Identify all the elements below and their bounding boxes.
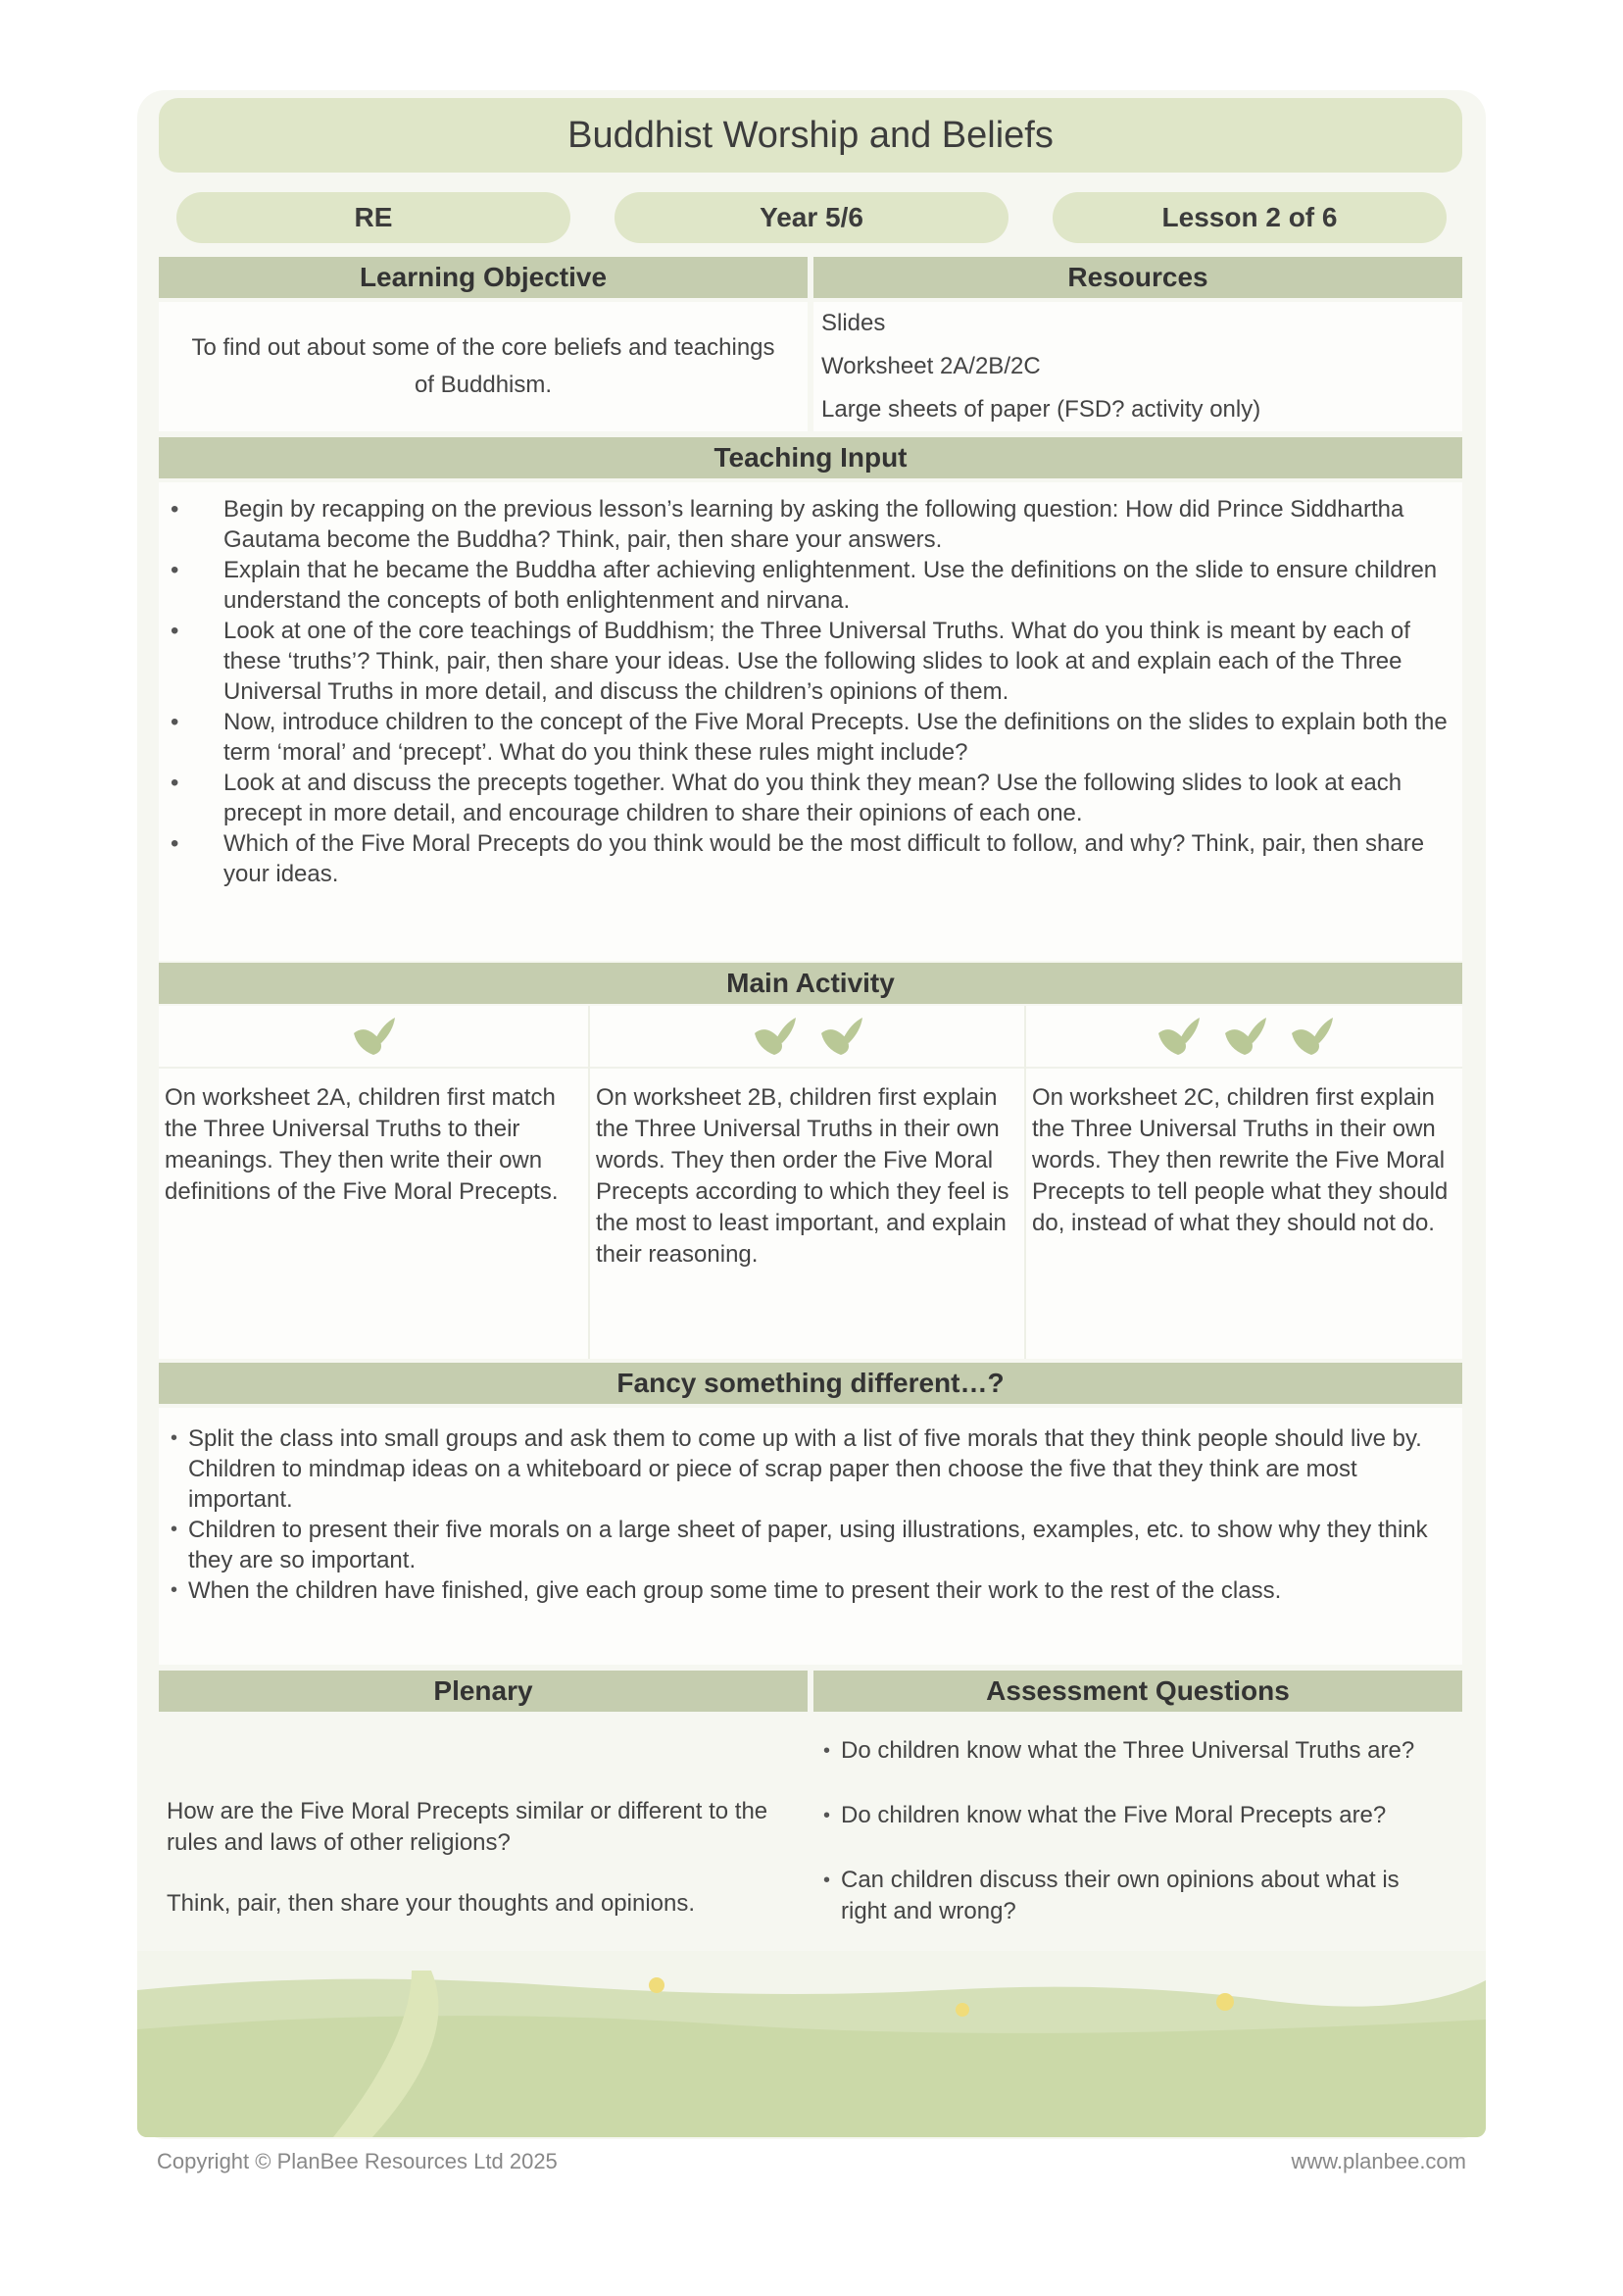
main-activity-grid bbox=[159, 1006, 1462, 1359]
assessment-question: • Do children know what the Five Moral Precepts are? bbox=[821, 1800, 1449, 1831]
assessment-heading: Assessment Questions bbox=[813, 1671, 1462, 1712]
page-footer bbox=[157, 2149, 1466, 2174]
leaf-icon bbox=[1149, 1012, 1207, 1061]
leaf-icon bbox=[344, 1012, 403, 1061]
lesson-title: Buddhist Worship and Beliefs bbox=[159, 98, 1462, 173]
difficulty-indicator bbox=[159, 1006, 588, 1069]
plenary-text bbox=[159, 1796, 808, 1949]
leaf-icon bbox=[745, 1012, 804, 1061]
teaching-step: • Look at and discuss the precepts together. What do you think they mean? Use the following slides to look at each precept in more detail, and encourage children to share their opinions of each one. bbox=[159, 768, 1462, 828]
fancy-item: • When the children have finished, give each group some time to present their work to the rest of the class. bbox=[171, 1575, 1452, 1606]
activity-text: On worksheet 2C, children first explain the Three Universal Truths in their own words. They then rewrite the Five Moral Precepts to tell people what they should do, instead of what they should not do. bbox=[1032, 1084, 1449, 1236]
fancy-box bbox=[159, 1408, 1462, 1665]
teaching-step: • Look at one of the core teachings of Buddhism; the Three Universal Truths. What do you think is meant by each of these ‘truths’? Think, pair, then share your ideas. Use the following slides to look at and explain each of the Three Universal Truths in more detail, and discuss the children’s opinions of them. bbox=[159, 616, 1462, 707]
learning-objective-text: To find out about some of the core beliefs and teachings of Buddhism. bbox=[191, 334, 775, 398]
activity-column-2a bbox=[159, 1006, 590, 1359]
leaf-icon bbox=[812, 1012, 870, 1061]
activity-text: On worksheet 2B, children first explain the Three Universal Truths in their own words. They then order the Five Moral Precepts according to which they feel is the most to least important, and explain their reasoning. bbox=[596, 1084, 1009, 1268]
website-link[interactable]: www.planbee.com bbox=[1291, 2149, 1466, 2173]
resources-list bbox=[813, 302, 1462, 439]
plenary-box bbox=[159, 1716, 808, 1990]
plenary-instruction: Think, pair, then share your thoughts and opinions. bbox=[167, 1890, 696, 1917]
learning-objective-heading: Learning Objective bbox=[159, 257, 808, 298]
assessment-list bbox=[813, 1716, 1462, 1927]
teaching-step: • Now, introduce children to the concept of the Five Moral Precepts. Use the definitions on the slides to explain both the term ‘moral’ and ‘precept’. What do you think these rules might include? bbox=[159, 707, 1462, 768]
activity-column-2c bbox=[1026, 1006, 1462, 1359]
learning-objective-box bbox=[159, 302, 808, 431]
lesson-number-pill: Lesson 2 of 6 bbox=[1053, 192, 1447, 243]
resources-box bbox=[813, 302, 1462, 431]
year-pill: Year 5/6 bbox=[615, 192, 1008, 243]
activity-column-2b bbox=[590, 1006, 1026, 1359]
difficulty-indicator bbox=[1026, 1006, 1462, 1069]
teaching-input-box bbox=[159, 482, 1462, 961]
copyright-text: Copyright © PlanBee Resources Ltd 2025 bbox=[157, 2149, 558, 2173]
teaching-step: • Which of the Five Moral Precepts do you think would be the most difficult to follow, and why? Think, pair, then share your ideas. bbox=[159, 828, 1462, 889]
lesson-meta-row bbox=[176, 192, 1447, 243]
fancy-item: • Split the class into small groups and ask them to come up with a list of five morals that they think people should live by. Children to mindmap ideas on a whiteboard or piece of scrap paper then choose the five that they think are most important. bbox=[171, 1423, 1452, 1515]
resource-item: Large sheets of paper (FSD? activity only) bbox=[821, 396, 1261, 423]
subject-pill: RE bbox=[176, 192, 570, 243]
fancy-something-different-heading: Fancy something different…? bbox=[159, 1363, 1462, 1404]
resource-item: Worksheet 2A/2B/2C bbox=[821, 353, 1041, 379]
difficulty-indicator bbox=[590, 1006, 1024, 1069]
teaching-step: • Explain that he became the Buddha after achieving enlightenment. Use the definitions on the slide to ensure children understand the concepts of both enlightenment and nirvana. bbox=[159, 555, 1462, 616]
main-activity-heading: Main Activity bbox=[159, 963, 1462, 1004]
plenary-question: How are the Five Moral Precepts similar or different to the rules and laws of other religions? bbox=[167, 1798, 768, 1856]
plenary-heading: Plenary bbox=[159, 1671, 808, 1712]
leaf-icon bbox=[1215, 1012, 1274, 1061]
activity-text: On worksheet 2A, children first match the Three Universal Truths to their meanings. They then write their own definitions of the Five Moral Precepts. bbox=[165, 1084, 559, 1205]
assessment-question: • Do children know what the Three Universal Truths are? bbox=[821, 1735, 1449, 1767]
assessment-box bbox=[813, 1716, 1462, 1990]
resources-heading: Resources bbox=[813, 257, 1462, 298]
assessment-question: • Can children discuss their own opinions about what is right and wrong? bbox=[821, 1865, 1449, 1927]
teaching-input-heading: Teaching Input bbox=[159, 437, 1462, 478]
fancy-item: • Children to present their five morals on a large sheet of paper, using illustrations, examples, etc. to show why they think they are so important. bbox=[171, 1515, 1452, 1575]
resource-item: Slides bbox=[821, 310, 886, 336]
teaching-input-list bbox=[159, 482, 1462, 889]
fancy-list bbox=[159, 1408, 1462, 1606]
teaching-step: • Begin by recapping on the previous lesson’s learning by asking the following question: How did Prince Siddhartha Gautama become the Buddha? Think, pair, then share your answers. bbox=[159, 494, 1462, 555]
leaf-icon bbox=[1282, 1012, 1341, 1061]
